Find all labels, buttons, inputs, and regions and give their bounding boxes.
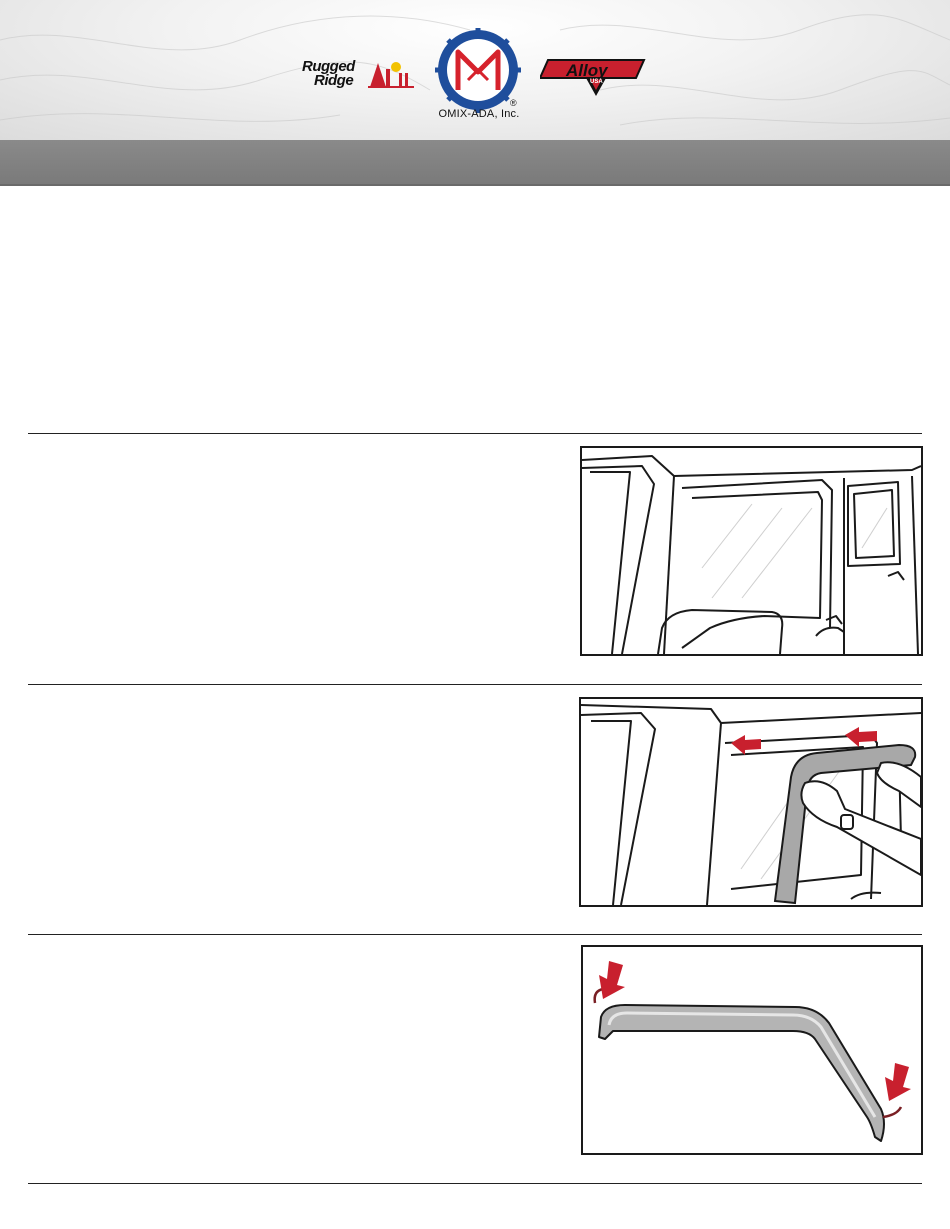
step-divider-1 [28, 433, 922, 434]
rugged-ridge-mark-icon [302, 55, 417, 91]
adhesive-tape-liner-right [883, 1107, 901, 1117]
visor-adhesive-tape-illustration [583, 947, 921, 1153]
rugged-ridge-logo-line2: Ridge [314, 72, 354, 89]
step-2-figure-install-visor [579, 697, 923, 907]
arrow-down-icon [599, 961, 625, 999]
alloy-logo-text: Alloy [566, 61, 608, 80]
alloy-usa-text: USA [590, 79, 603, 85]
arrow-left-icon [845, 727, 877, 747]
omix-ada-caption: OMIX-ADA, Inc. [438, 108, 520, 120]
step-divider-2 [28, 684, 922, 685]
rugged-ridge-logo-line1: Rugged [302, 58, 355, 75]
vehicle-door-window-illustration [582, 448, 921, 654]
arrow-down-icon [885, 1063, 911, 1101]
visor-part [599, 1005, 884, 1141]
installing-window-visor-illustration [581, 699, 921, 905]
rugged-ridge-logo [302, 55, 417, 91]
step-divider-4 [28, 1183, 922, 1184]
registered-mark: ® [510, 98, 517, 108]
arrow-left-icon [731, 735, 761, 755]
step-1-figure-vehicle-door [580, 446, 923, 656]
step-3-figure-visor-tape [581, 945, 923, 1155]
step-divider-3 [28, 934, 922, 935]
title-band [0, 140, 950, 186]
alloy-usa-logo [540, 52, 650, 98]
page-header [0, 0, 950, 140]
